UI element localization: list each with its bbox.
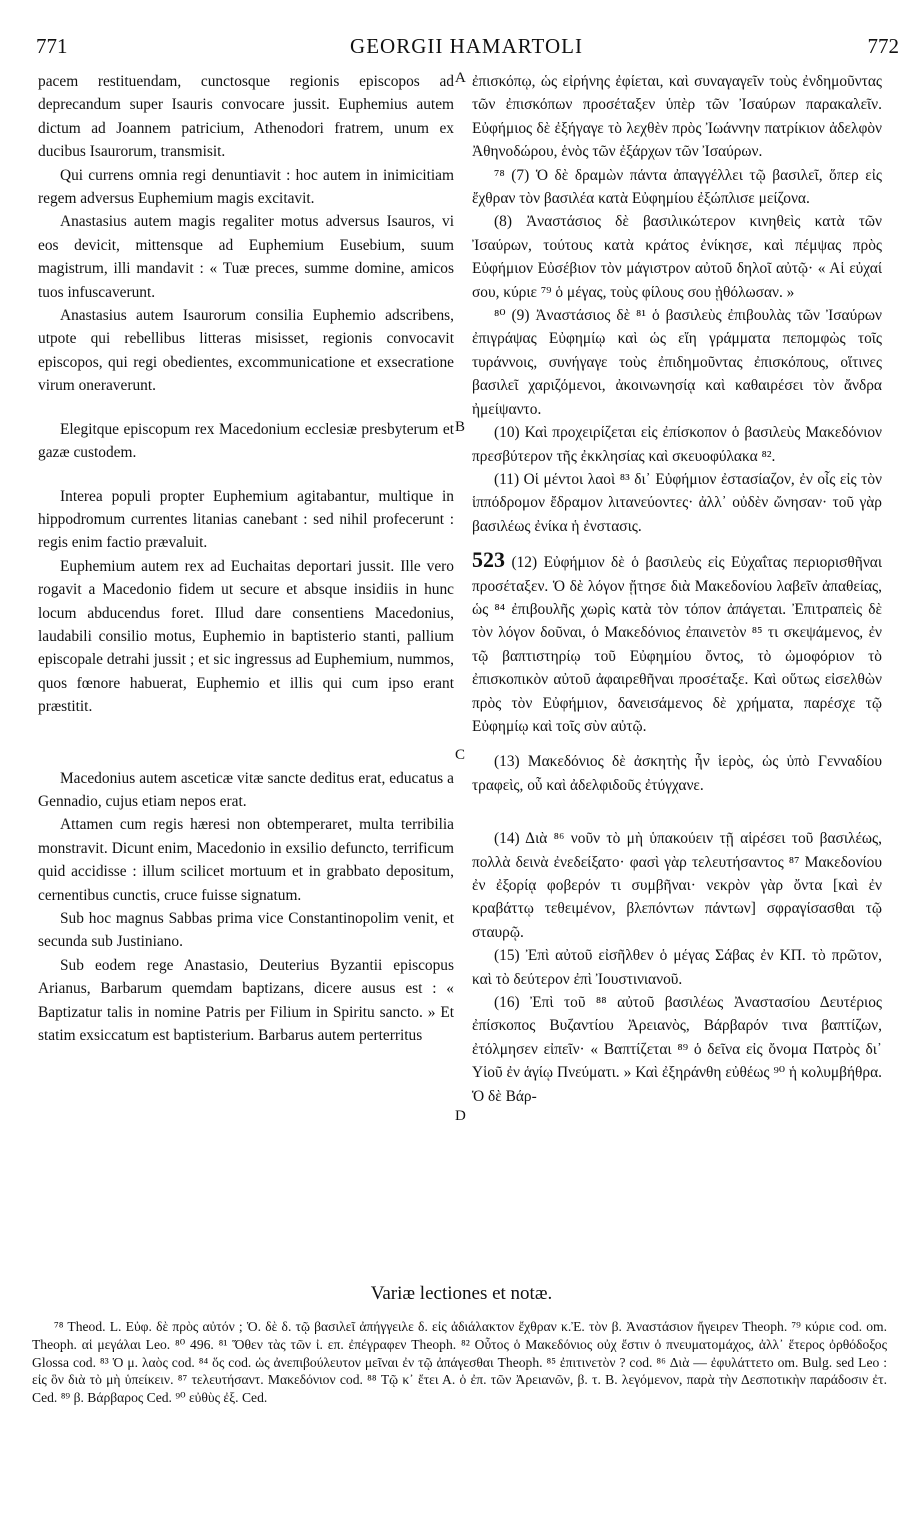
greek-paragraph: (14) Διὰ ⁸⁶ νοῦν τὸ μὴ ὑπακούειν τῇ αἱρέσει τοῦ βασιλέως, πολλὰ δεινὰ ἐνεδείξατο· φασὶ γὰρ τελευτήσαντος ⁸⁷ Μακεδονίου ἐν ἐξορίᾳ φοβερόν τι συμβῆναι· νεκρὸν γὰρ ὄντα [καὶ ἐν κραβάττῳ τεθειμένον, βλεπόντων πάντων] σφραγίσασθαι τῷ σταυρῷ.	[472, 830, 882, 941]
greek-paragraph-with-marker	[472, 548, 882, 738]
margin-letter-a: A	[455, 70, 466, 86]
latin-paragraph: Interea populi propter Euphemium agitabantur, multique in hippodromum currentes litanias canebant : sed nihil profecerunt : regis enim factio prævaluit.	[38, 487, 454, 552]
page-header	[30, 30, 903, 64]
greek-paragraph-text: (12) Εὐφήμιον δὲ ὁ βασιλεὺς εἰς Εὐχαΐτας περιορισθῆναι προσέταξεν. Ὁ δὲ λόγον ᾔτησε διὰ Μακεδονίου λαβεῖν ἀπαθείας, ὡς ⁸⁴ ἐπιβουλῆς χωρὶς κατὰ τὸν τόπον ἀπάγεται. Ἐπιτραπεὶς δὲ τὸν λόγον δοῦναι, ὁ Μακεδόνιος ἐπαινετὸν ⁸⁵ τι σκεψάμενος, ἐν τῷ βαπτιστηρίῳ τοῦ Εὐφημίου ὄντος, τὸ ὠμοφόριον τὸ ἐπισκοπικὸν αὐτοῦ ἀφαιρεθῆναι προσέταξε. Καὶ οὕτως εἰσελθὼν πρὸς τὸν Εὐφήμιον, δανεισάμενος δὲ χρήματα, παρέσχε τῷ Εὐφημίῳ καὶ τοῖς σὺν αὐτῷ.	[472, 554, 882, 735]
latin-column	[38, 70, 454, 1047]
margin-letter-c: C	[455, 747, 466, 763]
notes-text: ⁷⁸ Theod. L. Εὐφ. δὲ πρὸς αὐτόν ; Ὁ. δὲ δ. τῷ βασιλεῖ ἀπήγγειλε δ. εἰς ἀδιάλακτον ἔχθραν κ.Ἐ. τὸν β. Ἀναστάσιον ἤγειρεν Theoph. ⁷⁹ κύριε cod. om. Theoph. αἱ μεγάλαι Leo. ⁸⁰ 496. ⁸¹ Ὅθεν τὰς τῶν ἰ. επ. ἐπέγραφεν Theoph. ⁸² Οὗτος ὁ Μακεδόνιος οὐχ ἔστιν ὁ πνευματομάχος, ἀλλ᾿ ἕτερος ὀρθόδοξος Glossa cod. ⁸³ Ὁ μ. λαὸς cod. ⁸⁴ ὅς cod. ὡς ἀνεπιβούλευτον μεῖναι ἐν τῷ ἀπάγεσθαι Theoph. ⁸⁵ ἐπιτινετὸν ? cod. ⁸⁶ Διὰ — ἐφυλάττετο om. Bulg. sed Leo : εἰς ὃν διὰ τὸ μὴ ὑπείκειν. ⁸⁷ τελευτήσαντ. Μακεδόνιον cod. ⁸⁸ Τῷ κ᾿ ἔτει Α. ὁ ἐπ. τῶν Ἀρειανῶν, β. τ. Β. λεγόμενον, παρὰ τὴν Δεσποτικὴν παράδοσιν ἐτ. Ced. ⁸⁹ β. Βάρβαρος Ced. ⁹⁰ εὐθὺς ἐξ. Ced.	[32, 1319, 887, 1406]
greek-paragraph: (8) Ἀναστάσιος δὲ βασιλικώτερον κινηθεὶς κατὰ τῶν Ἰσαύρων, τούτους κατὰ κράτος ἐνίκησε, καὶ πέμψας πρὸς Εὐφήμιον Εὐσέβιον τὸν μάγιστρον αὐτοῦ δηλοῖ αὐτῷ· « Αἱ εὐχαί σου, κύριε ⁷⁹ ὁ μέγας, τοὺς φίλους σου ᾐθόλωσαν. »	[472, 213, 882, 301]
greek-column	[472, 70, 882, 1108]
latin-paragraph: Elegitque episcopum rex Macedonium ecclesiæ presbyterum et gazæ custodem.	[38, 420, 454, 462]
greek-paragraph: ⁸⁰ (9) Ἀναστάσιος δὲ ⁸¹ ὁ βασιλεὺς ἐπιβουλὰς τῶν Ἰσαύρων ἐπιγράψας Εὐφημίῳ καὶ ὡς εἴη γράμματα πεπομφὼς τοῖς τυράννοις, συνήγαγε τοὺς ἐπιδημοῦντας ἐπισκόπους, οἵτινες βασιλεῖ χαριζόμενοι, ἀκοινωνησίᾳ καὶ καθαιρέσει τὸν ἄνδρα ἠμείψαντο.	[472, 307, 882, 418]
latin-paragraph: Sub hoc magnus Sabbas prima vice Constantinopolim venit, et secunda sub Justiniano.	[38, 910, 454, 951]
greek-paragraph: ἐπισκόπῳ, ὡς εἰρήνης ἐφίεται, καὶ συναγαγεῖν τοὺς ἐνδημοῦντας τῶν ἐπισκόπων προσέταξεν ὑπὲρ τῶν Ἰσαύρων παρακαλεῖν. Εὐφήμιος δὲ ἐξήγαγε τὸ λεχθὲν πρὸς Ἰωάννην πατρίκιον ἀδελφὸν Ἀθηνοδώρου, ἑνὸς τῶν ἐξάρχων τῶν Ἰσαύρων.	[472, 73, 882, 161]
greek-paragraph: (13) Μακεδόνιος δὲ ἀσκητὴς ἦν ἱερὸς, ὡς ὑπὸ Γενναδίου τραφεὶς, οὗ καὶ ἀδελφιδοῦς ἐτύγχανε.	[472, 753, 882, 794]
latin-paragraph: Qui currens omnia regi denuntiavit : hoc autem in inimicitiam regem adversus Euphemium magis excitavit.	[38, 166, 454, 208]
greek-paragraph: ⁷⁸ (7) Ὁ δὲ δραμὼν πάντα ἀπαγγέλλει τῷ βασιλεῖ, ὅπερ εἰς ἔχθραν τὸν βασιλέα κατὰ Εὐφημίου ἐξώπλισε μείζονα.	[472, 166, 882, 208]
notes-heading: Variæ lectiones et notæ.	[370, 1283, 553, 1304]
greek-paragraph: (11) Οἱ μέντοι λαοὶ ⁸³ δι᾿ Εὐφήμιον ἐστασίαζον, ἐν οἷς εἰς τὸν ἱππόδρομον ἔδραμον λιτανεύοντες· ἀλλ᾿ οὐδὲν ὤνησαν· τοῦ γὰρ βασιλέως ἐνίκα ἡ ἐνστασις.	[472, 470, 882, 535]
page-number-left: 771	[36, 34, 68, 58]
latin-paragraph: Anastasius autem Isaurorum consilia Euphemio adscribens, utpote qui rebellibus litteras misisset, regionis convocavit episcopos, qui regi obedientes, excommunicatione et exsecratione virum oneraverunt.	[38, 307, 454, 395]
latin-paragraph: pacem restituendam, cunctosque regionis episcopos ad deprecandum super Isauris convocare jussit. Euphemius autem dictum ad Joannem patricium, Athenodori fratrem, unum ex ducibus Isaurorum, transmisit.	[38, 73, 454, 161]
greek-paragraph: (10) Καὶ προχειρίζεται εἰς ἐπίσκοπον ὁ βασιλεὺς Μακεδόνιον πρεσβύτερον τῆς ἐκκλησίας καὶ σκευοφύλακα ⁸².	[472, 424, 882, 465]
margin-letter-d: D	[455, 1108, 466, 1124]
greek-paragraph: (16) Ἐπὶ τοῦ ⁸⁸ αὐτοῦ βασιλέως Ἀναστασίου Δευτέριος ἐπίσκοπος Βυζαντίου Ἀρειανὸς, Βάρβαρόν τινα βαπτίζων, ἐτόλμησεν εἰπεῖν· « Βαπτίζεται ⁸⁹ ὁ δεῖνα εἰς ὄνομα Πατρὸς δι᾿ Υἱοῦ ἐν ἁγίῳ Πνεύματι. » Καὶ ἐξηράνθη εὐθέως ⁹⁰ ἡ κολυμβήθρα. Ὁ δὲ Βάρ-	[472, 994, 882, 1105]
greek-paragraph: (15) Ἐπὶ αὐτοῦ εἰσῆλθεν ὁ μέγας Σάβας ἐν ΚΠ. τὸ πρῶτον, καὶ τὸ δεύτερον ἐπὶ Ἰουστινιανοῦ.	[472, 947, 882, 988]
page-number-right: 772	[867, 34, 899, 58]
latin-paragraph: Sub eodem rege Anastasio, Deuterius Byzantii episcopus Arianus, Barbarum quemdam baptizans, dicere ausus est : « Baptizatur talis in nomine Patris per Filium in Spiritu sancto. » Et statim exsiccatum est baptisterium. Barbarus autem perterritus	[38, 956, 454, 1045]
latin-paragraph: Euphemium autem rex ad Euchaitas deportari jussit. Ille vero rogavit a Macedonio fidem ut secure et absque insidiis in hunc locum abducendus foret. Illud dare consentiens Macedonius, laudabili consilio motus, Euphemio in baptisterio stanti, pallium episcopale detrahi jussit ; et sic ingressus ad Euphemium, nummos, quos fœnore habuerat, Euphemio et illis qui cum ipso erant præstitit.	[38, 557, 454, 716]
latin-paragraph: Macedonius autem asceticæ vitæ sancte deditus erat, educatus a Gennadio, cujus etiam nepos erat.	[38, 769, 454, 810]
margin-letter-b: B	[455, 419, 466, 435]
critical-notes	[32, 1318, 887, 1407]
latin-paragraph: Attamen cum regis hæresi non obtemperaret, multa terribilia monstravit. Dicunt enim, Macedonio in exsilio defuncto, terrificum quid accidisse : illum scilicet mortuum et in grabbato depositum, cernentibus cunctis, cruce fuisse signatum.	[38, 816, 454, 904]
latin-paragraph: Anastasius autem magis regaliter motus adversus Isauros, vi eos devicit, mittensque ad Euphemium Eusebium, suum magistrum, illi mandavit : « Tuæ preces, summe domine, amicos tuos infuscaverunt.	[38, 213, 454, 301]
running-title: GEORGII HAMARTOLI	[350, 34, 583, 58]
section-marker: 523	[472, 547, 505, 573]
